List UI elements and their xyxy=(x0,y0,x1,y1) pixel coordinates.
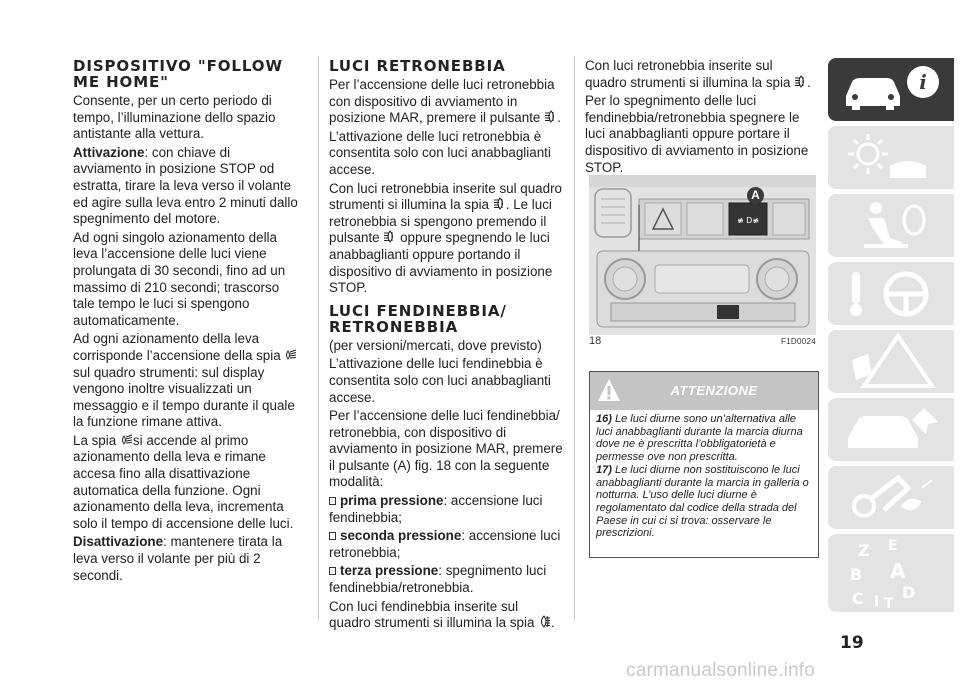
note-number: 16) xyxy=(596,413,612,425)
heading-rear-fog: LUCI RETRONEBBIA xyxy=(329,57,506,75)
paragraph xyxy=(585,58,817,91)
paragraph: Per l’accensione delle luci fendinebbia/ retronebbia, con dispositivo di avviamento in posizione MAR, premere il pulsante (A) fig. 18 con la seguente modalità: xyxy=(329,408,563,490)
heading-fog-rear-fog: LUCI FENDINEBBIA/ RETRONEBBIA xyxy=(329,301,507,336)
paragraph-text: La spia xyxy=(73,432,117,448)
paragraph-text: . Le luci retronebbia si spengono premendo il pulsante xyxy=(329,197,552,246)
paragraph: (per versioni/mercati, dove previsto) xyxy=(329,337,542,353)
maintenance-icon xyxy=(828,398,954,461)
safety-airbag-icon xyxy=(828,194,954,257)
low-beam-indicator-icon xyxy=(120,434,133,446)
paragraph-text: oppure spegnendo le luci anabbaglianti oppure portando il dispositivo di avviamento in posizione STOP. xyxy=(329,230,553,296)
column-3 xyxy=(585,58,817,178)
paragraph-text: Per l’accensione delle luci retronebbia con dispositivo di avviamento in posizione MAR, premere il pulsante xyxy=(329,77,555,126)
page-number: 19 xyxy=(840,633,864,653)
paragraph: L’attivazione delle luci retronebbia è consentita solo con luci anabbaglianti accese. xyxy=(329,128,551,177)
bold-label: seconda pressione xyxy=(340,528,462,544)
callout-a: A xyxy=(747,187,764,204)
rear-fog-icon xyxy=(544,110,557,122)
bold-label: Attivazione xyxy=(73,144,145,160)
tab-index[interactable] xyxy=(828,534,954,612)
list-text: : accensione luci fendinebbia; xyxy=(329,493,543,525)
warning-note xyxy=(596,413,812,464)
driving-steering-icon xyxy=(828,262,954,325)
paragraph-text: : mantenere tirata la leva verso il volante per più di 2 secondi. xyxy=(73,534,283,583)
svg-text:≢ D≢: ≢ D≢ xyxy=(736,216,760,225)
note-number: 17) xyxy=(596,463,612,476)
paragraph xyxy=(73,433,301,533)
list-text: : spegnimento luci fendinebbia/retronebbia. xyxy=(329,563,547,596)
bold-label: Disattivazione xyxy=(73,534,164,550)
paragraph: Consente, per un certo periodo di tempo, l’illuminazione dello spazio antistante alla vettura. xyxy=(73,93,276,142)
tab-safety[interactable] xyxy=(828,194,954,257)
tab-driving[interactable] xyxy=(828,262,954,325)
paragraph: Con luci fendinebbia inserite sul quadro strumenti si illumina la spia . xyxy=(329,598,555,631)
figure-number: 18 xyxy=(589,335,602,347)
svg-text:A: A xyxy=(890,559,906,583)
paragraph-text: Con luci retronebbia inserite sul quadro strumenti si illumina la spia xyxy=(329,180,562,213)
warning-header xyxy=(590,372,818,410)
paragraph-text: Con luci retronebbia inserite sul quadro strumenti si illumina la spia xyxy=(585,58,791,90)
rear-fog-icon xyxy=(493,197,506,209)
bold-label: prima pressione xyxy=(340,493,444,509)
paragraph: Per lo spegnimento delle luci fendinebbia/retronebbia spegnere le luci anabbaglianti oppure portare il dispositivo di avviamento in posizione STOP. xyxy=(585,93,809,175)
tab-warning-lights[interactable] xyxy=(828,126,954,189)
tab-emergency[interactable] xyxy=(828,330,954,393)
tab-maintenance[interactable] xyxy=(828,398,954,461)
paragraph xyxy=(329,77,563,127)
chapter-sidebar xyxy=(826,58,958,613)
paragraph xyxy=(329,181,563,297)
paragraph-text: : con chiave di avviamento in posizione STOP od estratta, tirare la leva verso il volante ed agire sulla leva entro 2 minuti dallo spegnimento del motore. xyxy=(73,144,298,227)
svg-text:i: i xyxy=(919,70,927,94)
warning-box xyxy=(589,371,819,558)
index-icon xyxy=(828,534,954,612)
svg-text:B: B xyxy=(850,565,863,584)
paragraph xyxy=(73,145,301,228)
bullet-icon xyxy=(329,497,336,505)
warning-note xyxy=(596,464,812,540)
dashboard-image xyxy=(589,175,816,335)
svg-text:T: T xyxy=(884,596,894,612)
svg-text:D: D xyxy=(902,583,916,602)
car-info-icon xyxy=(828,58,954,121)
paragraph xyxy=(73,331,301,431)
tab-technical-data[interactable] xyxy=(828,466,954,529)
column-divider xyxy=(318,56,319,621)
bullet-icon xyxy=(329,567,336,575)
figure-18 xyxy=(589,175,816,347)
paragraph-text: Con luci fendinebbia inserite sul quadro strumenti si illumina la spia xyxy=(329,598,535,631)
note-text: Le luci diurne non sostituiscono le luci anabbaglianti durante la marcia in galleria o notturna. L’uso delle luci diurne è regolamentato dal codice della strada del Paese in cui ci si trova: osservare le prescrizioni. xyxy=(596,463,809,540)
paragraph: L’attivazione delle luci fendinebbia è consentita solo con luci anabbaglianti accese. xyxy=(329,356,551,405)
emergency-icon xyxy=(828,330,954,393)
svg-text:Z: Z xyxy=(858,541,870,560)
bullet-icon xyxy=(329,532,336,540)
svg-text:E: E xyxy=(888,538,898,554)
list-item xyxy=(329,493,563,526)
list-text: : accensione luci retronebbia; xyxy=(329,528,561,560)
warning-title: ATTENZIONE xyxy=(670,383,758,398)
watermark: carmanualsonline.info xyxy=(626,660,816,681)
warning-body xyxy=(590,410,818,540)
column-2 xyxy=(329,58,563,634)
technical-data-icon xyxy=(828,466,954,529)
column-1 xyxy=(73,58,301,586)
tab-car-info[interactable] xyxy=(828,58,954,121)
note-text: Le luci diurne sono un’alternativa alle luci anabbaglianti durante la marcia diurna dove ne è prescritta l’obbligatorietà e permesse ove non prescritta. xyxy=(596,413,803,464)
paragraph xyxy=(73,534,301,584)
paragraph-text: si accende al primo azionamento della leva e rimane accesa fino alla disattivazione automatica della funzione. Ogni azionamento della leva, incrementa solo il tempo di accensione delle luci. xyxy=(73,432,294,531)
low-beam-indicator-icon xyxy=(284,349,297,361)
paragraph-text: . xyxy=(557,110,561,126)
warning-lights-icon xyxy=(828,126,954,189)
heading-follow-me-home: DISPOSITIVO "FOLLOW ME HOME" xyxy=(73,57,283,91)
front-fog-icon xyxy=(538,615,551,627)
svg-text:I: I xyxy=(874,594,880,610)
list-item xyxy=(329,563,563,596)
paragraph-text: Ad ogni azionamento della leva corrisponde l’accensione della spia xyxy=(73,331,281,363)
figure-code: F1D0024 xyxy=(780,337,816,346)
paragraph-text: sul quadro strumenti: sul display vengono inoltre visualizzati un messaggio e il tempo durante il quale la funzione rimane attiva. xyxy=(73,364,295,430)
list-item xyxy=(329,528,563,561)
rear-fog-icon xyxy=(794,75,807,87)
paragraph-text: . xyxy=(807,74,811,90)
paragraph: Ad ogni singolo azionamento della leva l’accensione delle luci viene prolungata di 30 secondi, fino ad un massimo di 210 secondi; trascorso tale tempo le luci si spengono automaticamente. xyxy=(73,229,286,328)
bold-label: terza pressione xyxy=(340,563,439,579)
column-divider xyxy=(574,56,575,621)
svg-text:C: C xyxy=(852,589,864,608)
rear-fog-icon xyxy=(383,230,396,242)
